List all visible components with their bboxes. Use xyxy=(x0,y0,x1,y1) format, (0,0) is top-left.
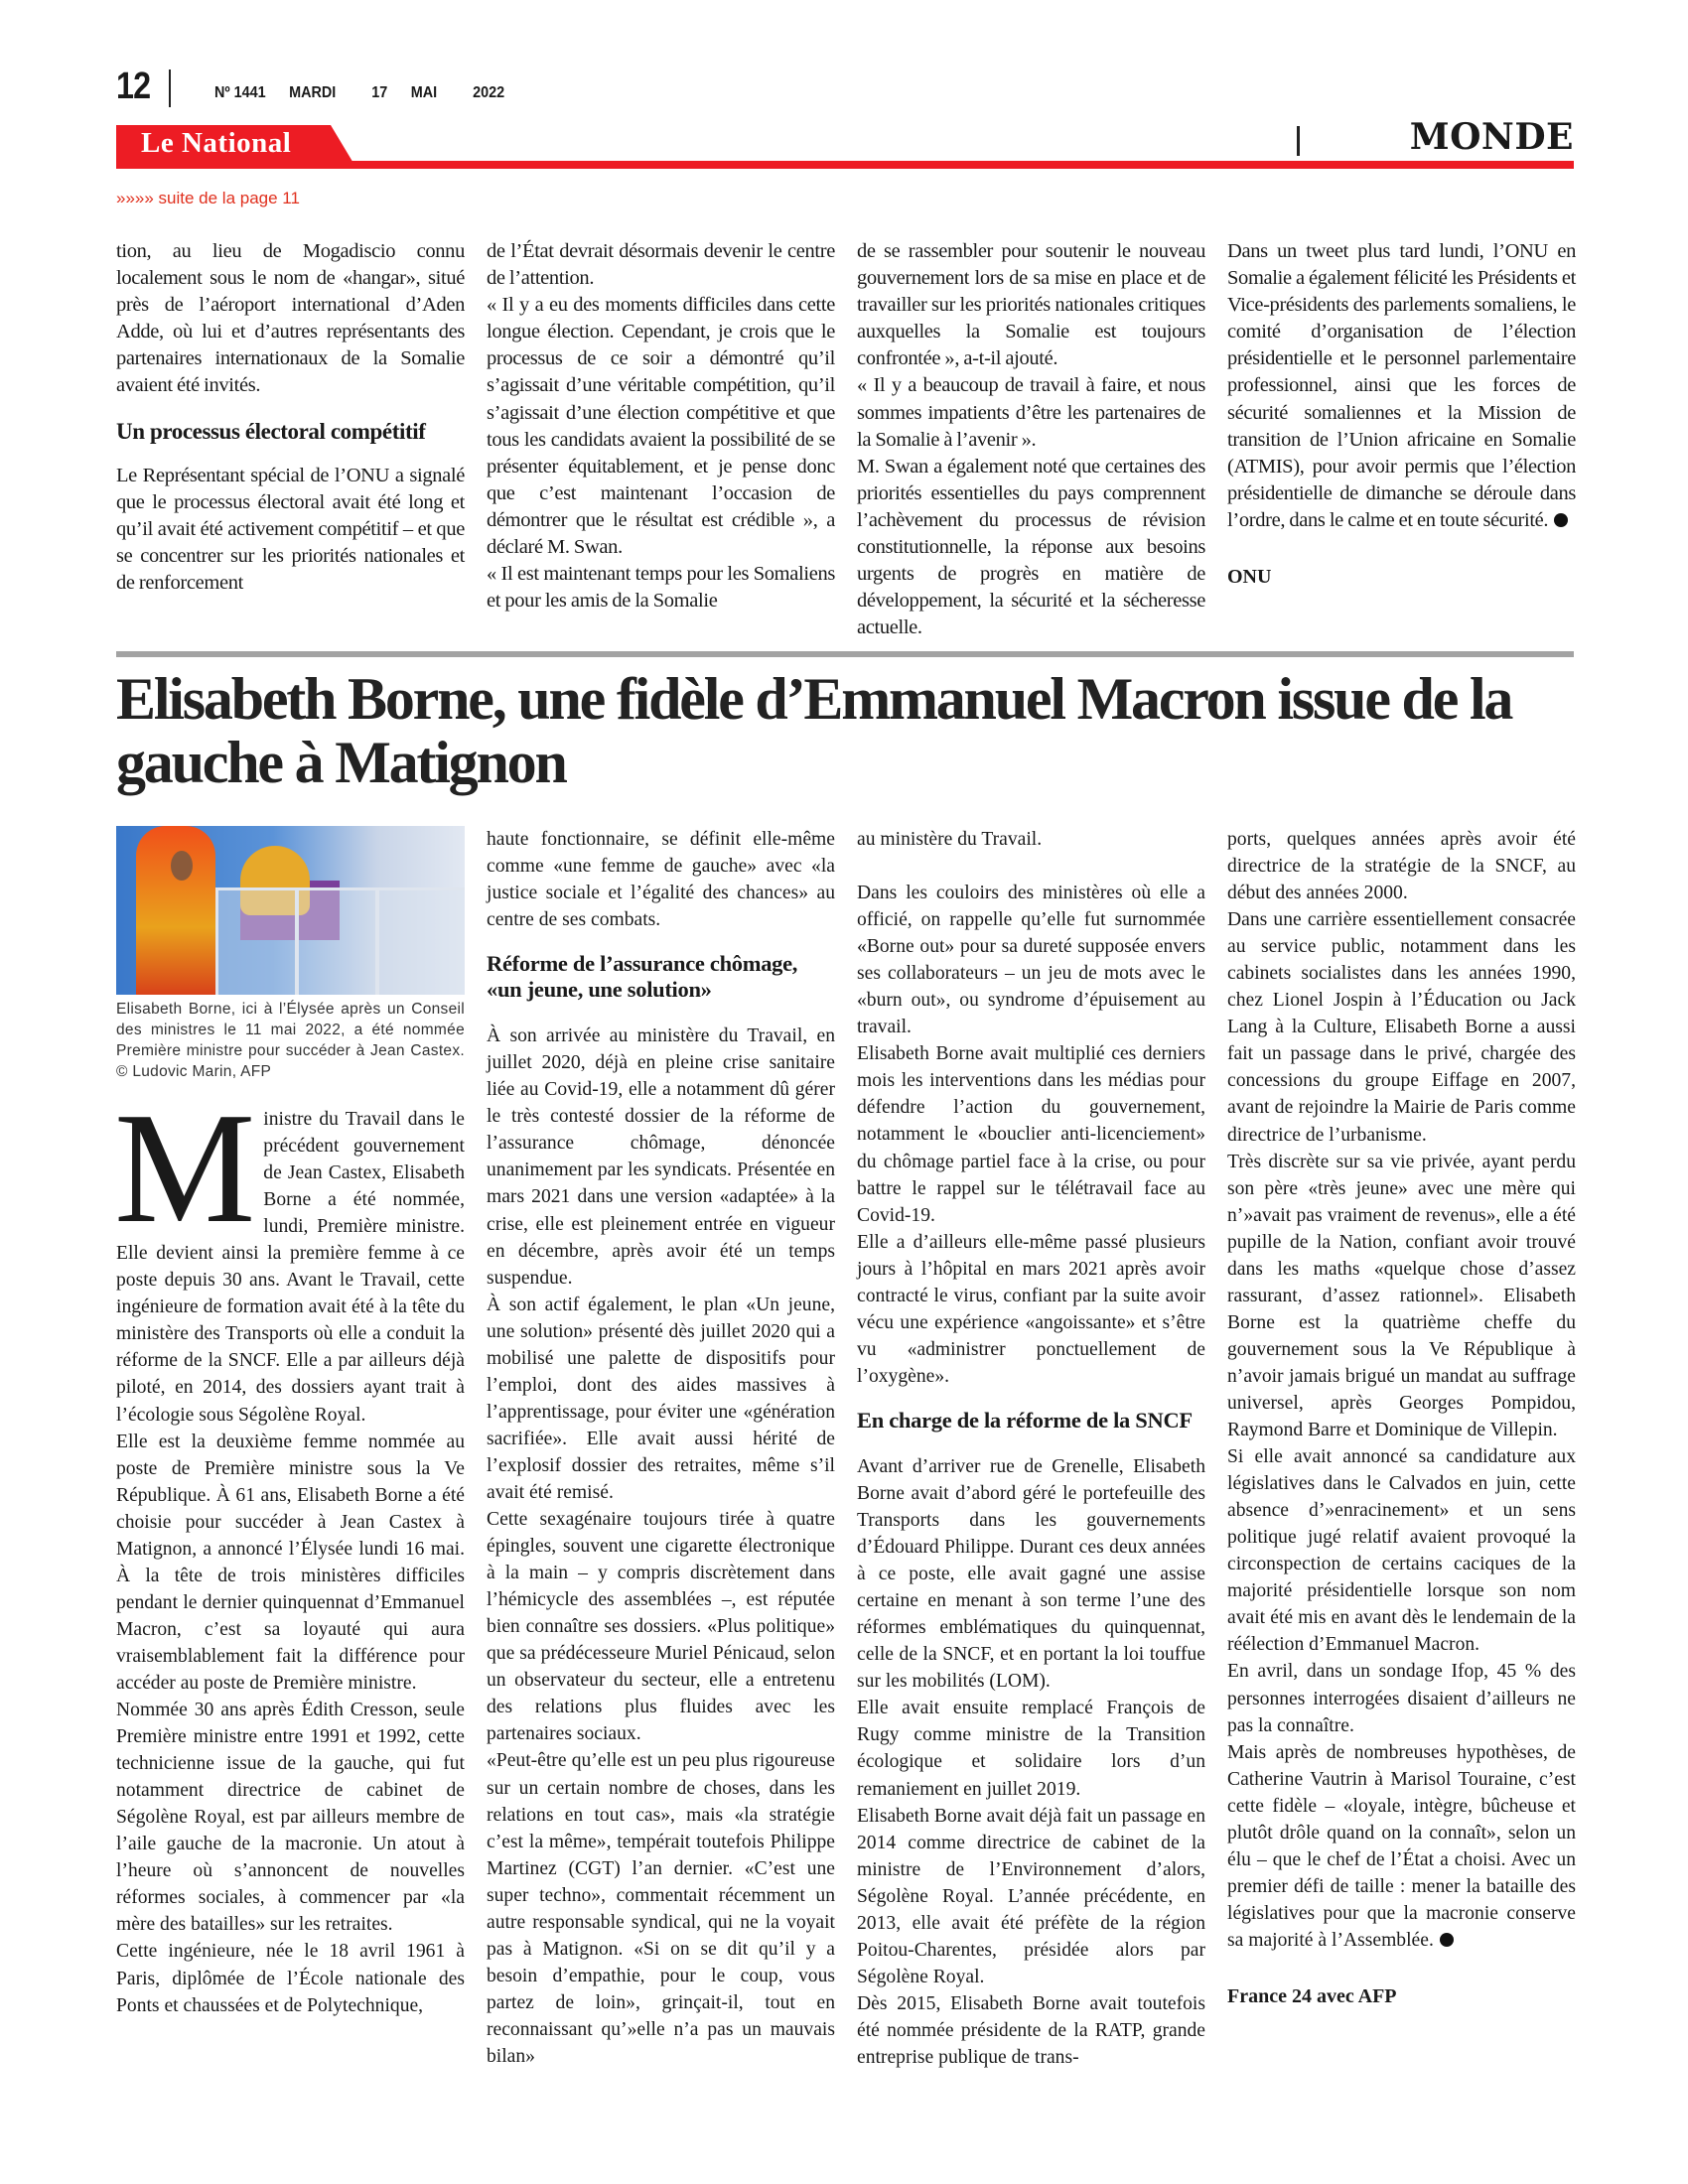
paragraph xyxy=(116,1938,465,2018)
issue-day: 17 xyxy=(371,84,388,101)
text: Elle a d’ailleurs elle-même passé plusieurs jours à l’hôpital en mars 2021 après avoir contracté le virus, confiant par la suite avoir vécu une expérience «angoissante» et s’être vu «administrer ponctuellement de l’oxygène». xyxy=(857,1231,1205,1387)
paragraph xyxy=(1227,1658,1576,1738)
text: de l’État devrait désormais devenir le centre de l’attention. xyxy=(487,240,835,290)
paragraph xyxy=(116,1429,465,1697)
paragraph xyxy=(487,826,835,933)
text: En avril, dans un sondage Ifop, 45 % des personnes interrogées disaient d’ailleurs ne pas la connaître. xyxy=(1227,1661,1576,1736)
paragraph xyxy=(1227,1149,1576,1444)
divider xyxy=(1297,126,1300,156)
article-column xyxy=(116,238,465,597)
article-column xyxy=(116,826,465,2019)
text: Si elle avait annoncé sa candidature aux législatives dans le Calvados en juin, cette absence d’»enracinement» et un sens politique jugé relatif avaient provoqué la circonspection de certains caciques de la majorité présidentielle lorsque son nom avait été mis en avant dès le lendemain de la réélection d’Emmanuel Macron. xyxy=(1227,1446,1576,1656)
paragraph xyxy=(857,454,1205,642)
paragraph xyxy=(1227,1443,1576,1658)
text: Dans un tweet plus tard lundi, l’ONU en Somalie a également félicité les Présidents et Vice-présidents des parlements somaliens, le comité d’organisation de l’élection présidentielle et le personnel parlementaire professionnel, ainsi que les forces de sécurité somaliennes et la Mission de transition de l’Union africaine en Somalie (ATMIS), pour avoir permis que l’élection présidentielle de dimanche se déroule dans l’ordre, dans le calme et en toute sécurité. xyxy=(1227,240,1576,531)
issue-number: Nº 1441 xyxy=(214,84,266,101)
article-column xyxy=(487,826,835,2070)
paragraph xyxy=(1227,1739,1576,1954)
article-column xyxy=(1227,238,1576,589)
text: haute fonctionnaire, se définit elle-même comme «une femme de gauche» avec «la justice sociale et l’égalité des chances» au centre de ses combats. xyxy=(487,829,835,931)
end-of-article-icon xyxy=(1440,1933,1454,1947)
text: Elle avait ensuite remplacé François de Rugy comme ministre de la Transition écologique et solidaire lors d’un remaniement en juillet 2019. xyxy=(857,1698,1205,1800)
photo-caption: Elisabeth Borne, ici à l’Élysée après un Conseil des ministres le 11 mai 2022, a été nommée Première ministre pour succéder à Jean Castex. © Ludovic Marin, AFP xyxy=(116,1001,465,1080)
paragraph xyxy=(857,1453,1205,1695)
paragraph xyxy=(857,1229,1205,1390)
subheading xyxy=(487,951,835,1003)
text: Dès 2015, Elisabeth Borne avait toutefois été nommée présidente de la RATP, grande entreprise publique de trans- xyxy=(857,1992,1205,2068)
paragraph xyxy=(857,1803,1205,1990)
text: Dans une carrière essentiellement consacrée au service public, notamment dans les cabinets socialistes dans les années 1990, chez Lionel Jospin à l’Éducation ou Jack Lang à la Culture, Elisabeth Borne a aussi fait un passage dans le privé, chargée des concessions du groupe Eiffage en 2007, avant de rejoindre la Mairie de Paris comme directrice de l’urbanisme. xyxy=(1227,909,1576,1146)
paragraph xyxy=(857,238,1205,372)
article-photo xyxy=(116,826,465,995)
ballot-box xyxy=(295,887,378,995)
paragraph xyxy=(1227,238,1576,534)
text: Cette sexagénaire toujours tirée à quatre épingles, souvent une cigarette électronique à la main – y compris discrètement dans l’hémicycle des assemblées –, est réputée bien connaître ses dossiers. «Plus politique» que sa prédécesseure Muriel Pénicaud, selon un observateur du secteur, elle a entretenu des relations plus fluides avec les partenaires sociaux. xyxy=(487,1509,835,1745)
paragraph xyxy=(1227,826,1576,906)
paragraph xyxy=(487,561,835,614)
text: « Il y a eu des moments difficiles dans cette longue élection. Cependant, je crois que le processus de ce soir a démontré qu’il s’agissait d’une véritable compétition, qu’il s’agissait d’une élection compétitive et que tous les candidats avaient la possibilité de se présenter équitablement, et je pense donc que c’est maintenant l’occasion de démontrer que le résultat est crédible », a déclaré M. Swan. xyxy=(487,294,835,559)
photo-figure xyxy=(136,826,215,995)
section-title: MONDE xyxy=(1409,116,1574,158)
ballot-box xyxy=(215,887,299,995)
paragraph xyxy=(487,1506,835,1747)
text: Elle est la deuxième femme nommée au poste de Première ministre sous la Ve République. À 61 ans, Elisabeth Borne a été choisie pour succéder à Jean Castex à Matignon, a annoncé l’Élysée lundi 16 mai. À la tête de trois ministères difficiles pendant le dernier quinquennat d’Emmanuel Macron, c’est sa loyauté qui aura vraisemblablement fait la différence pour accéder au poste de Première ministre. xyxy=(116,1431,465,1694)
divider xyxy=(169,69,171,107)
paragraph xyxy=(116,1697,465,1938)
paragraph xyxy=(487,238,835,292)
paragraph xyxy=(857,880,1205,1040)
issue-month: MAI xyxy=(410,84,438,101)
article-column xyxy=(857,826,1205,2071)
text: « Il y a beaucoup de travail à faire, et nous sommes impatients d’être les partenaires de la Somalie à l’avenir ». xyxy=(857,374,1205,451)
subheading xyxy=(116,418,465,445)
ballot-box xyxy=(376,887,465,995)
paragraph xyxy=(857,1040,1205,1228)
text: À son arrivée au ministère du Travail, en juillet 2020, déjà en pleine crise sanitaire liée au Covid-19, elle a notamment dû gérer le très contesté dossier de la réforme de l’assurance chômage, dénoncée unanimement par les syndicats. Présentée en mars 2021 dans une version «adaptée» à la crise, elle est pleinement entrée en vigueur en décembre, après avoir été un temps suspendue. xyxy=(487,1025,835,1289)
text: Elisabeth Borne avait déjà fait un passage en 2014 comme directrice de cabinet de la ministre de l’Environnement d’alors, Ségolène Royal. L’année précédente, en 2013, elle avait été préfète de la région Poitou-Charentes, présidée alors par Ségolène Royal. xyxy=(857,1805,1205,1987)
text: de se rassembler pour soutenir le nouveau gouvernement lors de sa mise en place et de travailler sur les priorités nationales critiques auxquelles la Somalie est toujours confrontée », a-t-il ajouté. xyxy=(857,240,1205,370)
text: À son actif également, le plan «Un jeune, une solution» présenté dès juillet 2020 qui a mobilisé une palette de dispositifs pour l’emploi, dont des aides massives à l’apprentissage, pour éviter une «génération sacrifiée». Elle avait aussi hérité de l’explosif dossier des retraites, même s’il avait été remisé. xyxy=(487,1294,835,1503)
text: Dans les couloirs des ministères où elle a officié, on rappelle qu’elle fut surnommée «Borne out» pour sa dureté supposée envers ses collaborateurs – un jeu de mots avec le «burn out», ou syndrome d’épuisement au travail. xyxy=(857,883,1205,1038)
issue-weekday: MARDI xyxy=(289,84,337,101)
header-rule xyxy=(116,161,1574,169)
paragraph xyxy=(857,1990,1205,2071)
text: France 24 avec AFP xyxy=(1227,1984,1397,2007)
paragraph xyxy=(857,372,1205,453)
paragraph xyxy=(116,238,465,400)
page-number: 12 xyxy=(116,66,151,107)
paragraph xyxy=(487,1292,835,1506)
paragraph xyxy=(857,826,1205,853)
subheading xyxy=(857,1408,1205,1433)
end-of-article-icon xyxy=(1554,513,1568,527)
paragraph xyxy=(1227,906,1576,1148)
issue-info xyxy=(214,84,540,102)
text: ONU xyxy=(1227,566,1272,589)
text: En charge de la réforme de la SNCF xyxy=(857,1407,1193,1433)
article-column xyxy=(487,238,835,614)
paragraph xyxy=(487,292,835,561)
article-headline: Elisabeth Borne, une fidèle d’Emmanuel Macron issue de la gauche à Matignon xyxy=(116,666,1512,795)
byline xyxy=(1227,1985,1576,2008)
section-divider xyxy=(116,651,1574,657)
text: Le Représentant spécial de l’ONU a signalé que le processus électoral avait été long et qu’il avait été activement compétitif – et que se concentrer sur les priorités nationales et de renforcement xyxy=(116,464,465,594)
text: Nommée 30 ans après Édith Cresson, seule Première ministre entre 1991 et 1992, cette technicienne issue de la gauche, qui fut notamment directrice de cabinet de Ségolène Royal, est par ailleurs membre de l’aile gauche de la macronie. Un atout à l’heure où s’annoncent de nouvelles réformes sociales, à commencer par «la mère des batailles» sur les retraites. xyxy=(116,1700,465,1936)
photo-figure xyxy=(171,851,193,881)
paragraph xyxy=(857,1695,1205,1802)
text: Très discrète sur sa vie privée, ayant perdu son père «très jeune» avec une mère qui n’»avait pas vraiment de revenus», elle a été pupille de la Nation, confiant avoir trouvé dans les maths «quelque chose d’assez rassurant, d’assez rationnel». Elisabeth Borne est la quatrième cheffe du gouvernement sous la Ve République à n’avoir jamais brigué un mandat au suffrage universel, après Georges Pompidou, Raymond Barre et Dominique de Villepin. xyxy=(1227,1151,1576,1441)
text: Avant d’arriver rue de Grenelle, Elisabeth Borne avait d’abord géré le portefeuille des Transports dans les gouvernements d’Édouard Philippe. Durant ces deux années à ce poste, elle avait gagné une assise certaine en menant à son terme l’une des réformes emblématiques du quinquennat, celle de la SNCF, et en portant la loi touffue sur les mobilités (LOM). xyxy=(857,1455,1205,1693)
text: Elisabeth Borne avait multiplié ces derniers mois les interventions dans les médias pour défendre l’action du gouvernement, notamment le «bouclier anti-licenciement» du chômage partiel face à la crise, ou pour battre le rappel sur le télétravail face au Covid-19. xyxy=(857,1043,1205,1226)
drop-cap: M xyxy=(114,1079,256,1256)
paragraph xyxy=(116,463,465,597)
paragraph xyxy=(487,1747,835,2070)
text: Mais après de nombreuses hypothèses, de Catherine Vautrin à Marisol Touraine, c’est cette fidèle – «loyale, intègre, bûcheuse et plutôt drôle quand on la connaît», selon un élu – que le chef de l’État a choisi. Avec un premier défi de taille : mener la bataille des législatives pour que la macronie conserve sa majorité à l’Assemblée. xyxy=(1227,1741,1576,1951)
lead-paragraph xyxy=(114,1079,465,1429)
text: ports, quelques années après avoir été directrice de la stratégie de la SNCF, au début des années 2000. xyxy=(1227,829,1576,904)
article-column xyxy=(857,238,1205,641)
text: Cette ingénieure, née le 18 avril 1961 à Paris, diplômée de l’École nationale des Ponts et chaussées et de Polytechnique, xyxy=(116,1941,465,2016)
article-column xyxy=(1227,826,1576,2008)
text: au ministère du Travail. xyxy=(857,829,1043,850)
lead-text: inistre du Travail dans le précédent gouvernement de Jean Castex, Elisabeth Borne a été nommée, lundi, Première ministre. Elle devient ainsi la première femme à ce poste depuis 30 ans. Avant le Travail, cette ingénieure de formation avait été à la tête du ministère des Transports où elle a conduit la réforme de la SNCF. Elle a par ailleurs déjà piloté, en 2014, des dossiers ayant trait à l’écologie sous Ségolène Royal. xyxy=(116,1109,465,1426)
text: tion, au lieu de Mogadiscio connu localement sous le nom de «hangar», situé près de l’aéroport international d’Aden Adde, où lui et d’autres représentants des partenaires internationaux de la Somalie avaient été invités. xyxy=(116,240,465,397)
byline xyxy=(1227,566,1576,589)
continuation-note: »»»» suite de la page 11 xyxy=(116,189,300,207)
issue-year: 2022 xyxy=(473,84,505,101)
text: « Il est maintenant temps pour les Somaliens et pour les amis de la Somalie xyxy=(487,563,835,613)
text: Un processus électoral compétitif xyxy=(116,418,426,444)
newspaper-logo: Le National xyxy=(141,127,292,159)
article-blocks xyxy=(116,1429,465,2019)
text: M. Swan a également noté que certaines des priorités essentielles du pays comprennent l’achèvement du processus de révision constitutionnelle, la réponse aux besoins urgents de progrès en matière de développement, la sécurité et la sécheresse actuelle. xyxy=(857,455,1205,639)
text: Réforme de l’assurance chômage, «un jeune, une solution» xyxy=(487,951,798,1003)
text: «Peut-être qu’elle est un peu plus rigoureuse sur un certain nombre de choses, dans les relations en tout cas», mais «la stratégie c’est la même», tempérait toutefois Philippe Martinez (CGT) l’an dernier. «C’est une super techno», commentait récemment un autre responsable syndical, qui ne la voyait pas à Matignon. «Si on se dit qu’il y a besoin d’empathie, pour le coup, vous partez de loin», grinçait-il, tout en reconnaissant qu’»elle n’a pas un mauvais bilan» xyxy=(487,1750,835,2067)
paragraph xyxy=(487,1023,835,1291)
